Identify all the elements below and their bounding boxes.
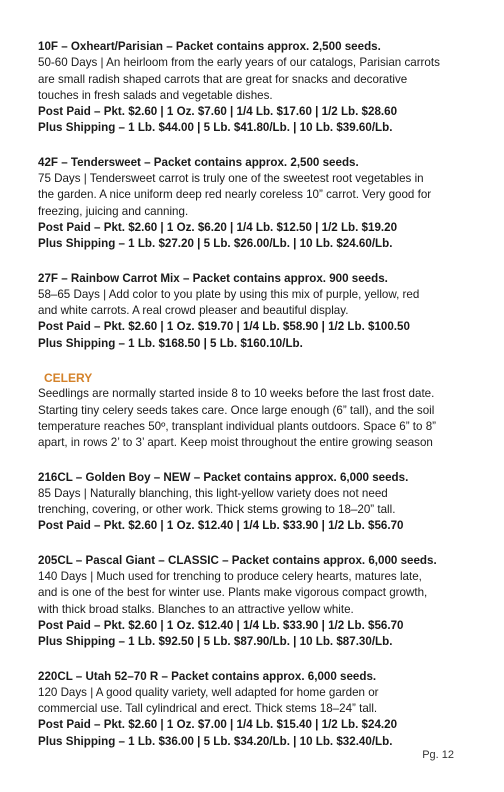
section-heading: CELERY — [44, 371, 93, 386]
section-intro: temperature reaches 50º, transplant individual plants outdoors. Space 6” to 8” — [38, 419, 437, 433]
section-intro: apart, in rows 2’ to 3’ apart. Keep moist throughout the entire growing season — [38, 436, 433, 450]
entry-description: are small radish shaped carrots that are great for snacks and decorative — [38, 72, 408, 86]
seed-entry — [38, 271, 478, 352]
entry-price-postpaid: Post Paid – Pkt. $2.60 | 1 Oz. $12.40 | 1/4 Lb. $33.90 | 1/2 Lb. $56.70 — [38, 618, 404, 632]
entry-title: 216CL – Golden Boy – NEW – Packet contains approx. 6,000 seeds. — [38, 470, 409, 484]
entry-title: 27F – Rainbow Carrot Mix – Packet contains approx. 900 seeds. — [38, 271, 388, 285]
entry-description: 58–65 Days | Add color to you plate by using this mix of purple, yellow, red — [38, 287, 420, 301]
entry-title: 220CL – Utah 52–70 R – Packet contains approx. 6,000 seeds. — [38, 669, 377, 683]
entry-description: 140 Days | Much used for trenching to produce celery hearts, matures late, — [38, 570, 422, 584]
entry-description: trenching, covering, or other work. Thick stems growing to 18–20” tall. — [38, 503, 396, 517]
seed-entry — [38, 669, 478, 750]
entry-price-shipping: Plus Shipping – 1 Lb. $168.50 | 5 Lb. $160.10/Lb. — [38, 336, 303, 350]
entry-price-postpaid: Post Paid – Pkt. $2.60 | 1 Oz. $12.40 | 1/4 Lb. $33.90 | 1/2 Lb. $56.70 — [38, 519, 404, 533]
section-intro: Starting tiny celery seeds takes care. Once large enough (6” tall), and the soil — [38, 403, 435, 417]
entry-description: commercial use. Tall cylindrical and erect. Thick stems 18–24” tall. — [38, 702, 378, 716]
celery-section — [38, 370, 478, 451]
entry-description: 120 Days | A good quality variety, well adapted for home garden or — [38, 685, 379, 699]
entry-price-postpaid: Post Paid – Pkt. $2.60 | 1 Oz. $7.60 | 1/4 Lb. $17.60 | 1/2 Lb. $28.60 — [38, 105, 398, 119]
entry-title: 205CL – Pascal Giant – CLASSIC – Packet contains approx. 6,000 seeds. — [38, 553, 437, 567]
page-content — [38, 39, 478, 768]
entry-price-postpaid: Post Paid – Pkt. $2.60 | 1 Oz. $6.20 | 1/4 Lb. $12.50 | 1/2 Lb. $19.20 — [38, 220, 398, 234]
entry-price-postpaid: Post Paid – Pkt. $2.60 | 1 Oz. $19.70 | 1/4 Lb. $58.90 | 1/2 Lb. $100.50 — [38, 320, 410, 334]
entry-description: 85 Days | Naturally blanching, this light-yellow variety does not need — [38, 486, 388, 500]
entry-description: freezing, juicing and canning. — [38, 204, 189, 218]
entry-price-shipping: Plus Shipping – 1 Lb. $27.20 | 5 Lb. $26.00/Lb. | 10 Lb. $24.60/Lb. — [38, 237, 393, 251]
page-number: Pg. 12 — [422, 749, 454, 761]
entry-price-postpaid: Post Paid – Pkt. $2.60 | 1 Oz. $7.00 | 1/4 Lb. $15.40 | 1/2 Lb. $24.20 — [38, 718, 398, 732]
entry-description: with thick broad stalks. Blanches to an attractive yellow white. — [38, 602, 354, 616]
entry-description: and white carrots. A real crowd pleaser and beautiful display. — [38, 304, 349, 318]
entry-title: 10F – Oxheart/Parisian – Packet contains approx. 2,500 seeds. — [38, 40, 381, 53]
entry-description: 50-60 Days | An heirloom from the early years of our catalogs, Parisian carrots — [38, 56, 440, 70]
seed-entry — [38, 155, 478, 253]
entry-price-shipping: Plus Shipping – 1 Lb. $44.00 | 5 Lb. $41.80/Lb. | 10 Lb. $39.60/Lb. — [38, 121, 393, 135]
seed-entry — [38, 39, 478, 137]
seed-entry — [38, 470, 478, 535]
entry-description: 75 Days | Tendersweet carrot is truly one of the sweetest root vegetables in — [38, 172, 424, 186]
entry-description: the garden. A nice uniform deep red nearly coreless 10” carrot. Very good for — [38, 188, 432, 202]
section-intro: Seedlings are normally started inside 8 to 10 weeks before the last frost date. — [38, 387, 435, 401]
entry-price-shipping: Plus Shipping – 1 Lb. $92.50 | 5 Lb. $87.90/Lb. | 10 Lb. $87.30/Lb. — [38, 635, 393, 649]
entry-price-shipping: Plus Shipping – 1 Lb. $36.00 | 5 Lb. $34.20/Lb. | 10 Lb. $32.40/Lb. — [38, 734, 393, 748]
entry-description: and is one of the best for winter use. Plants make vigorous compact growth, — [38, 586, 428, 600]
entry-description: touches in fresh salads and vegetable dishes. — [38, 88, 273, 102]
entry-title: 42F – Tendersweet – Packet contains approx. 2,500 seeds. — [38, 155, 359, 169]
seed-entry — [38, 553, 478, 651]
